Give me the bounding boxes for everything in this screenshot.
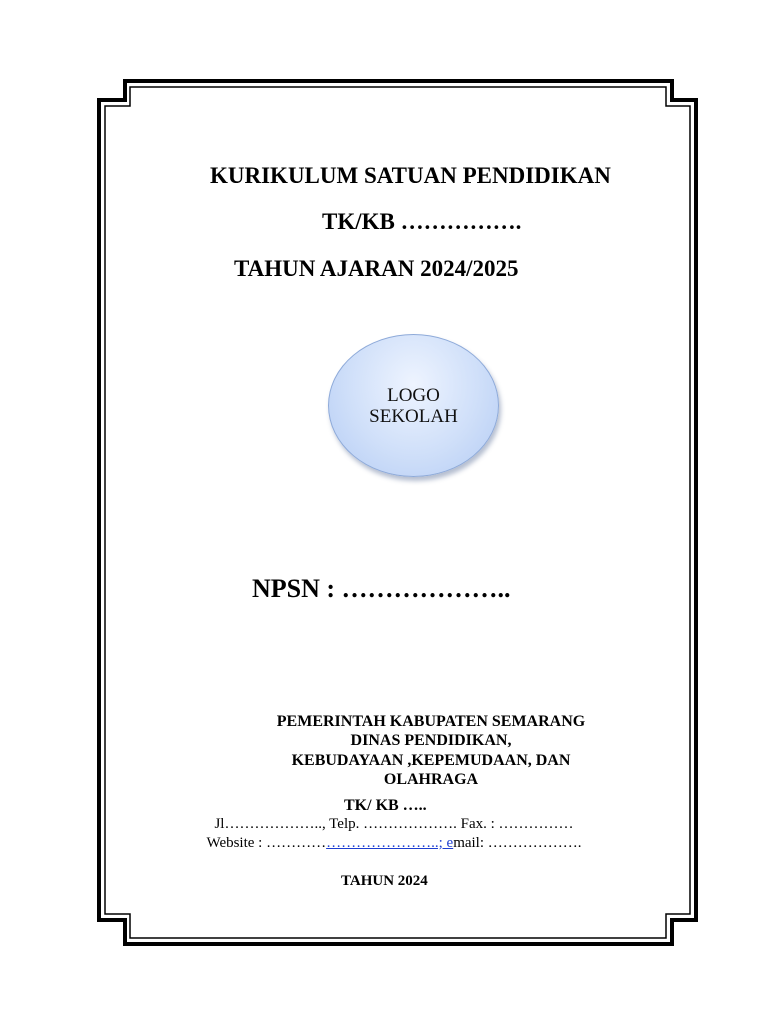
school-name: TK/ KB ….. [344, 797, 427, 814]
logo-label-line2: SEKOLAH [369, 405, 458, 427]
document-title: KURIKULUM SATUAN PENDIDIKAN [210, 163, 611, 188]
logo-label-line1: LOGO [387, 384, 440, 406]
email-label: mail: ………………. [453, 835, 582, 851]
gov-line-1: PEMERINTAH KABUPATEN SEMARANG [276, 713, 586, 730]
gov-line-3: KEBUDAYAAN ,KEPEMUDAAN, DAN [291, 752, 571, 769]
contact-line [120, 835, 668, 852]
website-link[interactable]: …………………..; e [326, 835, 454, 851]
school-logo-placeholder [328, 334, 499, 477]
academic-year: TAHUN AJARAN 2024/2025 [234, 256, 519, 281]
gov-line-4: OLAHRAGA [383, 771, 479, 788]
npsn-field: NPSN : ……………….. [252, 574, 511, 603]
publication-year: TAHUN 2024 [341, 873, 428, 889]
school-type: TK/KB ……………. [322, 209, 522, 234]
website-label: Website : ………… [206, 835, 327, 851]
gov-line-2: DINAS PENDIDIKAN, [350, 732, 512, 749]
address-line: Jl……………….., Telp. ………………. Fax. : …………… [214, 816, 574, 832]
